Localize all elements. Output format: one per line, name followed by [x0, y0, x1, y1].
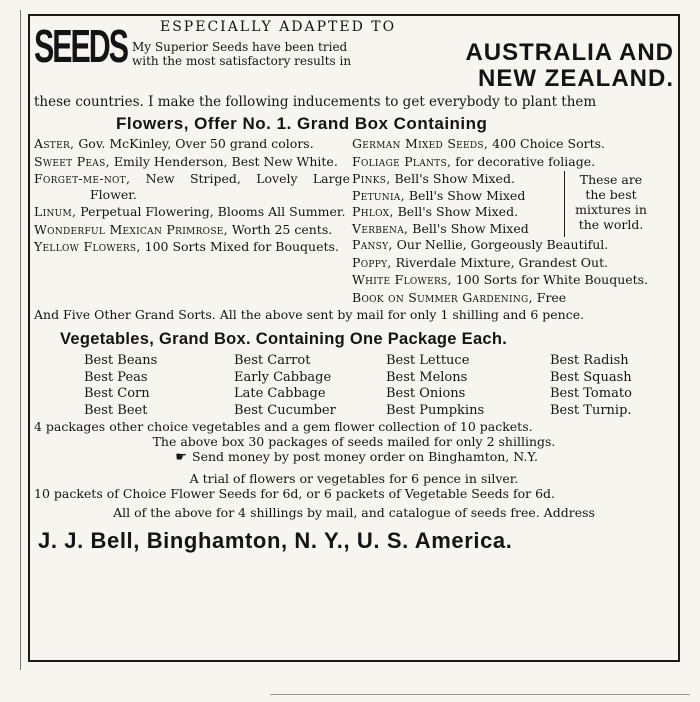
pointing-hand-icon: ☛: [175, 450, 187, 465]
country-australia: AUSTRALIA AND: [465, 39, 674, 66]
best-mixtures-note: These are the best mixtures in the world.: [575, 172, 647, 232]
superior-line-2: with the most satisfactory results in: [132, 54, 352, 68]
mix-entry: Phlox, Bell's Show Mixed.: [352, 204, 519, 219]
vegetables-list: [84, 353, 674, 419]
flower-entry: Poppy, Riverdale Mixture, Grandest Out.: [352, 254, 609, 270]
mix-entry: Petunia, Bell's Show Mixed: [352, 187, 526, 203]
vegetable-item: Best Cucumber: [234, 402, 336, 418]
vegetables-title: Vegetables, Grand Box. Containing One Package Each.: [60, 330, 508, 348]
flowers-closing-text: And Five Other Grand Sorts. All the above sent by mail for only 1 shilling and 6 pence.: [34, 307, 585, 322]
flower-entry: Book on Summer Gardening, Free: [352, 289, 567, 305]
vegetable-item: Best Turnip.: [550, 402, 632, 418]
flowers-offer-title: Flowers, Offer No. 1. Grand Box Containing: [116, 114, 488, 133]
vegetable-item: Best Corn: [84, 386, 150, 401]
all-above-offer-text: All of the above for 4 shillings by mail, and catalogue of seeds free. Address: [113, 505, 595, 520]
vegetable-item: Best Tomato: [550, 386, 632, 401]
vegetable-item: Best Radish: [550, 353, 629, 368]
vegetable-item: Best Squash: [550, 369, 632, 385]
bottom-divider: [270, 694, 690, 695]
trial-offer-text: A trial of flowers or vegetables for 6 pence in silver.: [189, 471, 519, 486]
vegetable-item: Best Lettuce: [386, 353, 470, 368]
flower-entry: Aster, Gov. McKinley, Over 50 grand colors.: [34, 136, 314, 151]
show-mixes-list: [352, 171, 565, 237]
flower-entry: White Flowers, 100 Sorts for White Bouquets.: [352, 272, 649, 287]
vegetable-item: Early Cabbage: [234, 369, 332, 385]
superior-seeds-text: [132, 40, 432, 68]
flower-entry: Yellow Flowers, 100 Sorts Mixed for Bouquets.: [34, 239, 339, 254]
flower-entry: Pansy, Our Nellie, Gorgeously Beautiful.: [352, 237, 609, 252]
flowers-columns: [34, 136, 674, 307]
intro-text: these countries. I make the following inducements to get everybody to plant them: [34, 94, 597, 110]
especially-adapted-text: ESPECIALLY ADAPTED TO: [160, 19, 397, 35]
flower-entry: Wonderful Mexican Primrose, Worth 25 cents.: [34, 221, 333, 237]
vegetable-item: Best Pumpkins: [386, 402, 485, 418]
vegetable-item: Best Carrot: [234, 353, 311, 368]
vegetable-item: Late Cabbage: [234, 386, 326, 401]
ad-header: [34, 19, 674, 92]
money-order-text: Send money by post money order on Binghamton, N.Y.: [192, 449, 538, 464]
superior-line-1: My Superior Seeds have been tried: [132, 40, 348, 54]
seeds-headline: SEEDS: [34, 20, 128, 72]
seller-address: J. J. Bell, Binghamton, N. Y., U. S. America.: [38, 528, 513, 553]
mix-entry: Verbena, Bell's Show Mixed: [352, 220, 529, 236]
vegetables-note-2: The above box 30 packages of seeds mailed for only 2 shillings.: [152, 434, 556, 449]
vegetables-note-1: 4 packages other choice vegetables and a gem flower collection of 10 packets.: [34, 419, 533, 434]
show-mixes-block: [352, 171, 674, 237]
flower-entry: Foliage Plants, for decorative foliage.: [352, 153, 596, 169]
flowers-right-column: [352, 136, 674, 307]
vegetable-item: Best Beet: [84, 402, 148, 418]
mix-entry: Pinks, Bell's Show Mixed.: [352, 171, 515, 186]
vegetable-item: Best Peas: [84, 369, 148, 385]
left-margin-rule: [20, 10, 21, 670]
vegetable-item: Best Beans: [84, 353, 158, 368]
flower-entry: Sweet Peas, Emily Henderson, Best New White.: [34, 153, 338, 169]
vegetable-item: Best Onions: [386, 386, 466, 401]
flowers-left-column: [34, 136, 350, 307]
money-order-line: [34, 449, 674, 465]
country-new-zealand: NEW ZEALAND.: [478, 65, 674, 92]
flower-entry: German Mixed Seeds, 400 Choice Sorts.: [352, 136, 605, 151]
seed-advertisement: [28, 14, 680, 662]
vegetable-item: Best Melons: [386, 369, 468, 385]
flower-entry: Linum, Perpetual Flowering, Blooms All Summer.: [34, 204, 346, 219]
packets-offer-text: 10 packets of Choice Flower Seeds for 6d, or 6 packets of Vegetable Seeds for 6d.: [34, 486, 556, 501]
flower-entry: Forget-me-not, New Striped, Lovely Large Flower.: [34, 171, 350, 202]
